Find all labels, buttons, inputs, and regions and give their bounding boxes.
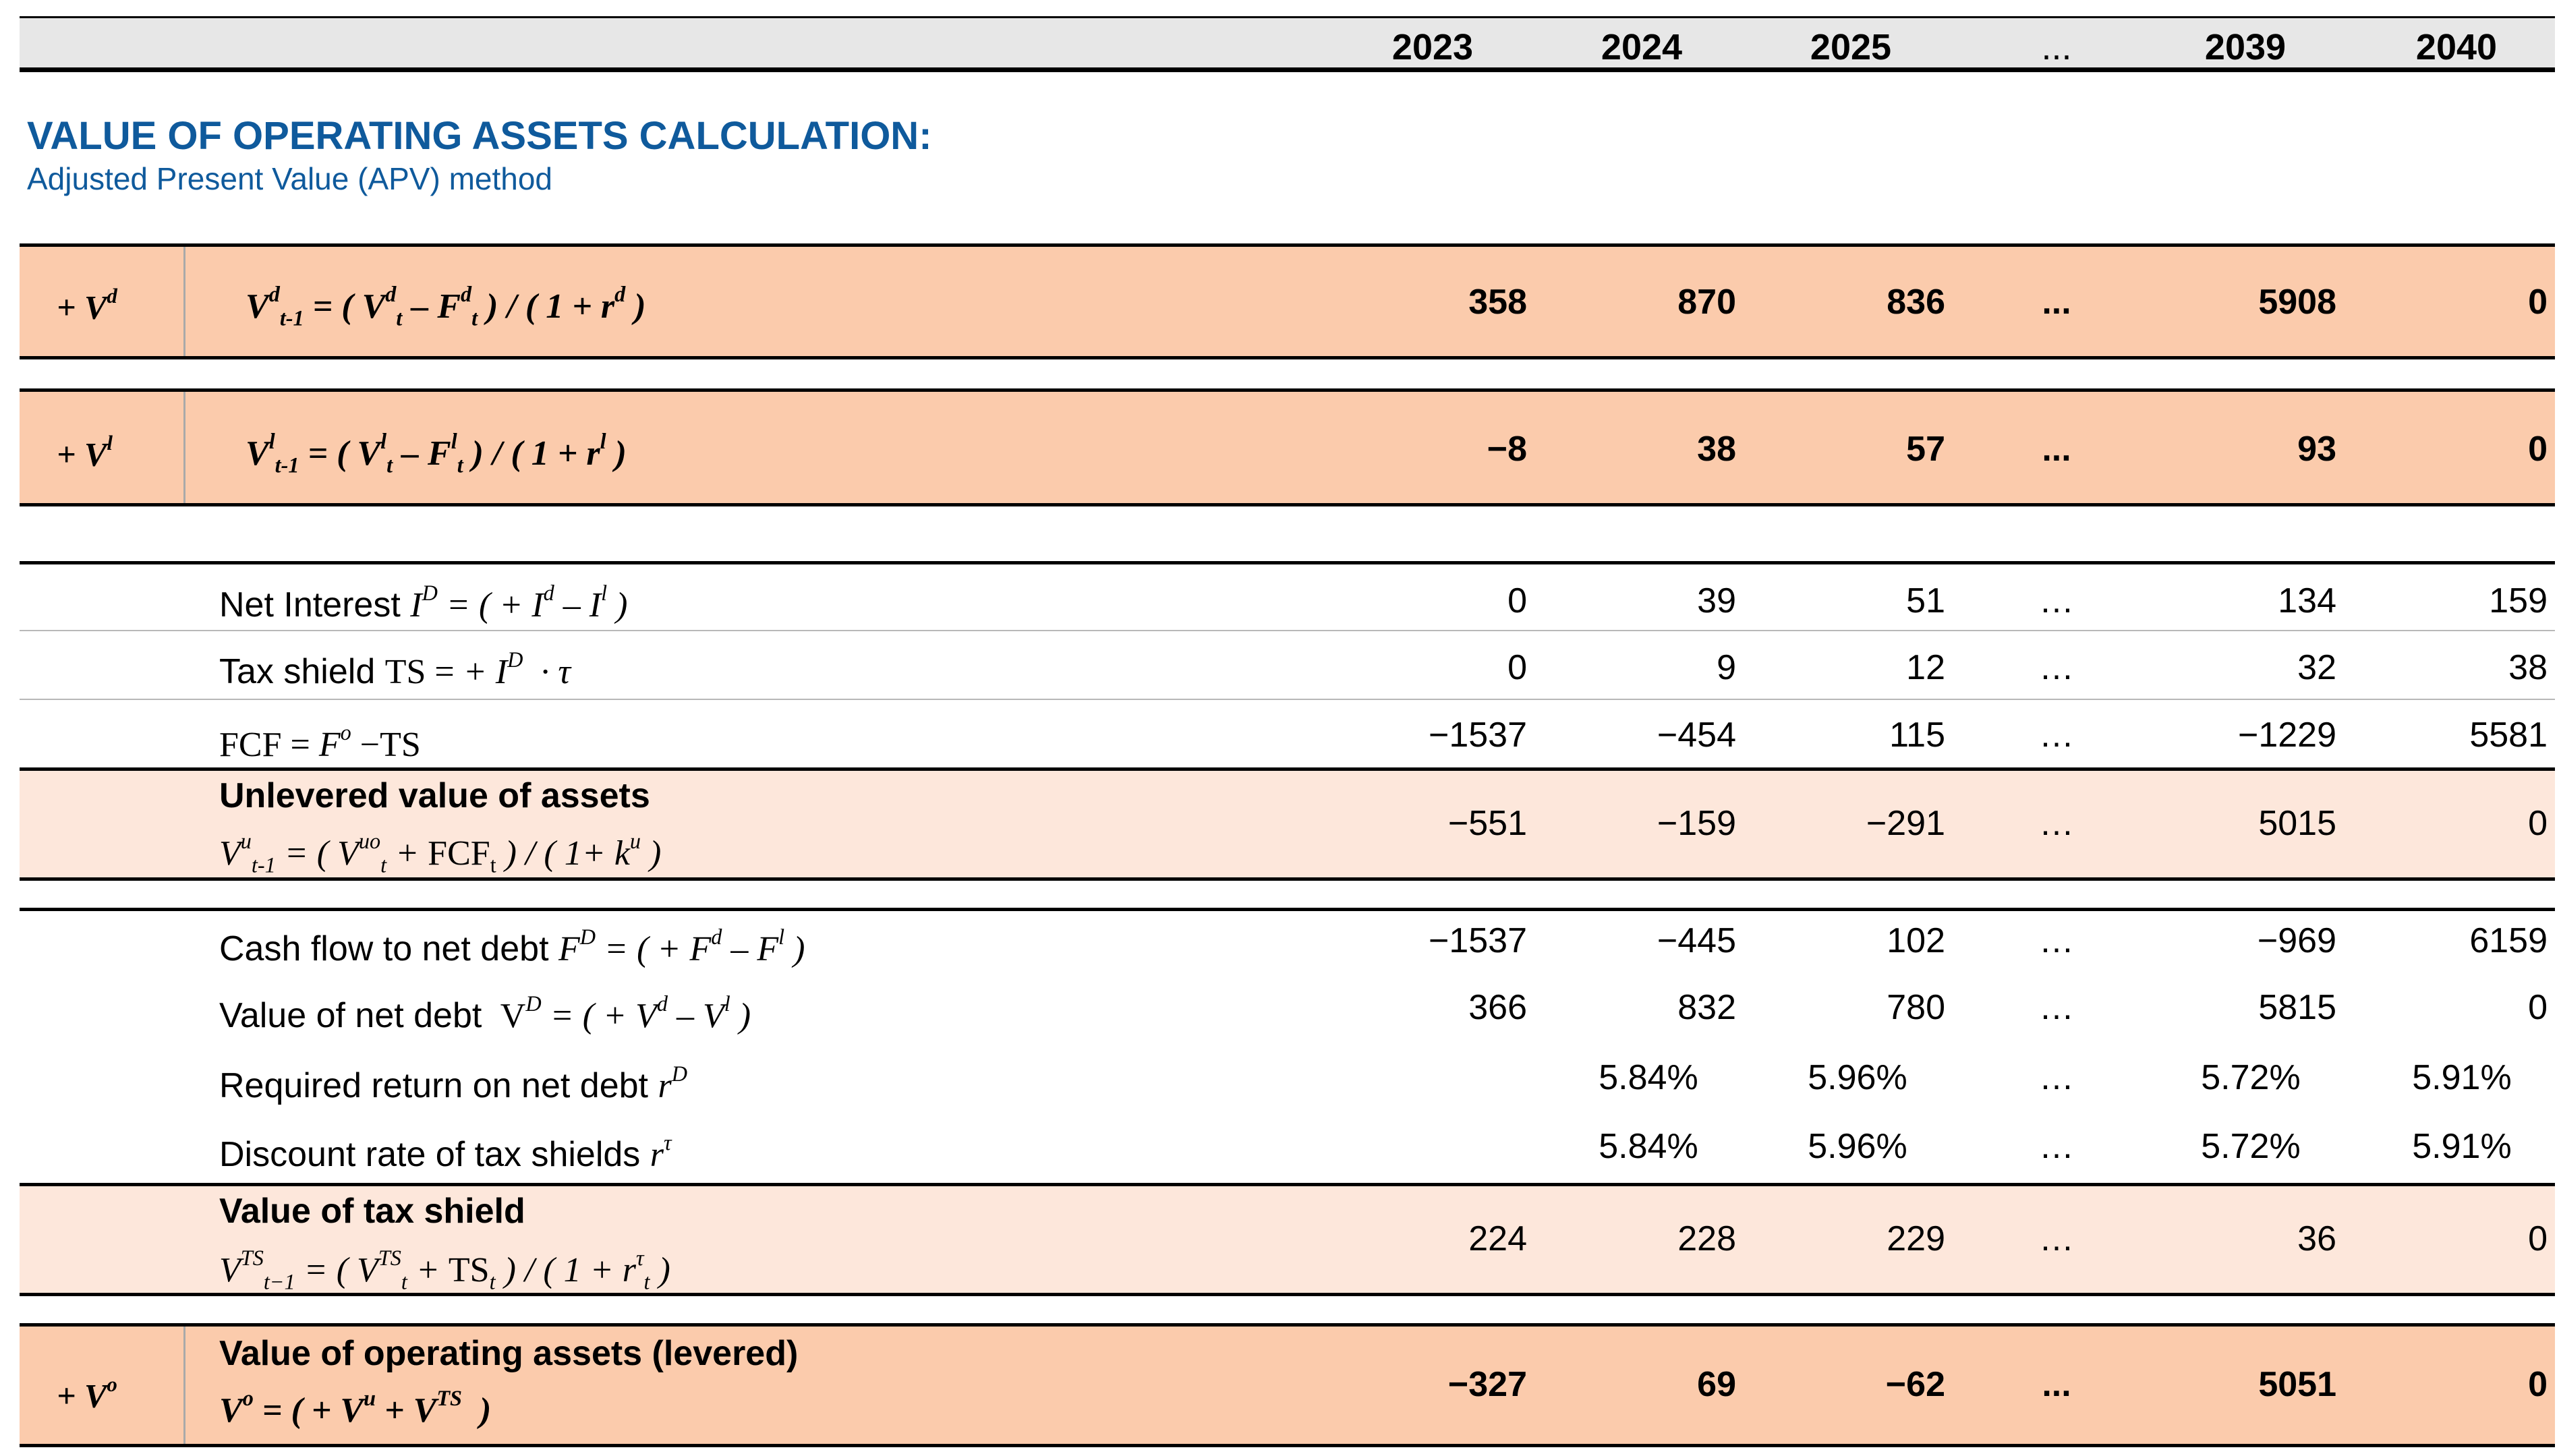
row-tax-shield [20, 631, 2555, 700]
value-net-debt-2023: 366 [1468, 988, 1527, 1027]
year-2040: 2040 [2415, 27, 2498, 67]
row-label-vl: + $V^l$ [57, 431, 113, 473]
row-fcf [20, 700, 2555, 770]
value-tax-shield-2040: 0 [2528, 1219, 2548, 1258]
unlevered-2039: 5015 [2258, 804, 2336, 843]
value-net-debt-ellipsis: … [2039, 988, 2074, 1027]
row-vl [20, 388, 2555, 506]
net-interest-2023: 0 [1507, 581, 1527, 620]
net-interest-2039: 134 [2278, 581, 2336, 620]
required-return-2024: 5.84% [1599, 1058, 1698, 1097]
required-return-2025: 5.96% [1808, 1058, 1907, 1097]
row-separator [183, 1327, 185, 1444]
row-cf-net-debt [20, 908, 2555, 978]
tax-shield-2040: 38 [2508, 648, 2548, 687]
formula-vl: $V^l_{t-1}$ = ( $V^l_t - F^l_t$ ) / ( $1 + r^l$ ) [246, 429, 627, 477]
vd-2039: 5908 [2258, 283, 2336, 322]
unlevered-2024: −159 [1657, 804, 1736, 843]
value-tax-shield-2039: 36 [2297, 1219, 2336, 1258]
net-interest-ellipsis: … [2039, 581, 2074, 620]
unlevered-2040: 0 [2528, 804, 2548, 843]
required-return-2039: 5.72% [2201, 1058, 2301, 1097]
vl-ellipsis: ... [2042, 430, 2071, 469]
vo-2039: 5051 [2258, 1365, 2336, 1404]
row-vd [20, 243, 2555, 359]
tax-shield-2024: 9 [1717, 648, 1736, 687]
discount-rate-2039: 5.72% [2201, 1127, 2301, 1166]
unlevered-formula: $V^u_{t-1}$ = ( $V^{uo}_t + FCF_t$ ) / ( $1+ k^u$ ) [219, 829, 662, 877]
discount-rate-ellipsis: … [2039, 1127, 2074, 1166]
fcf-2039: −1229 [2237, 716, 2336, 755]
tax-shield-2025: 12 [1906, 648, 1945, 687]
row-label-vo: + $V^o$ [57, 1372, 117, 1415]
value-tax-shield-2023: 224 [1468, 1219, 1527, 1258]
fcf-2040: 5581 [2469, 716, 2548, 755]
fcf-2023: −1537 [1428, 716, 1527, 755]
fcf-formula: FCF = $F^o -TS$ [219, 720, 421, 765]
discount-rate-2025: 5.96% [1808, 1127, 1907, 1166]
value-net-debt-2025: 780 [1887, 988, 1945, 1027]
vl-2025: 57 [1906, 430, 1945, 469]
value-net-debt-2039: 5815 [2258, 988, 2336, 1027]
required-return-label: Required return on net debt $r^D$ [219, 1061, 687, 1106]
year-2024: 2024 [1601, 27, 1683, 67]
vd-2025: 836 [1887, 283, 1945, 322]
vo-ellipsis: ... [2042, 1365, 2071, 1404]
net-interest-label: Net Interest $I^D$ = ( + $I^d - I^l$ ) [219, 581, 628, 625]
value-net-debt-label: Value of net debt $V^D$ = ( + $V^d - V^l$ ) [219, 991, 751, 1036]
unlevered-ellipsis: … [2039, 804, 2074, 843]
vo-formula: $V^o$ = ( + $V^u + V^{TS}$ ) [219, 1386, 492, 1430]
net-interest-2040: 159 [2489, 581, 2548, 620]
value-tax-shield-2025: 229 [1887, 1219, 1945, 1258]
year-ellipsis: ... [2041, 27, 2072, 67]
vl-2039: 93 [2297, 430, 2336, 469]
vo-title: Value of operating assets (levered) [219, 1334, 799, 1373]
unlevered-label: Unlevered value of assets [219, 776, 650, 815]
cf-net-debt-ellipsis: … [2039, 921, 2074, 960]
formula-vd: $V^d_{t-1}$ = ( $V^d_t - F^d_t$ ) / ( $1 + r^d$ ) [246, 282, 646, 330]
vl-2023: −8 [1487, 430, 1527, 469]
value-tax-shield-formula: $V^{TS}_{t-1}$ = ( $V^{TS}_t + TS_t$ ) / ( $1 + r^\tau_t$ ) [219, 1246, 670, 1294]
year-2025: 2025 [1810, 27, 1892, 67]
vd-2040: 0 [2528, 283, 2548, 322]
vl-2040: 0 [2528, 430, 2548, 469]
fcf-ellipsis: … [2039, 716, 2074, 755]
net-interest-2025: 51 [1906, 581, 1945, 620]
discount-rate-label: Discount rate of tax shields $r^\tau$ [219, 1130, 672, 1175]
value-tax-shield-label: Value of tax shield [219, 1192, 525, 1231]
value-tax-shield-ellipsis: … [2039, 1219, 2074, 1258]
fcf-2025: 115 [1889, 716, 1945, 755]
cf-net-debt-2040: 6159 [2469, 921, 2548, 960]
tax-shield-ellipsis: … [2039, 648, 2074, 687]
tax-shield-2039: 32 [2297, 648, 2336, 687]
year-2023: 2023 [1391, 27, 1474, 67]
cf-net-debt-2024: −445 [1657, 921, 1736, 960]
row-value-net-debt [20, 978, 2555, 1047]
row-discount-rate [20, 1115, 2555, 1184]
vo-2023: −327 [1447, 1365, 1527, 1404]
value-tax-shield-2024: 228 [1677, 1219, 1736, 1258]
vd-ellipsis: ... [2042, 283, 2071, 322]
vd-2023: 358 [1468, 283, 1527, 322]
required-return-2040: 5.91% [2412, 1058, 2512, 1097]
unlevered-2025: −291 [1866, 804, 1945, 843]
row-unlevered [20, 767, 2555, 881]
value-net-debt-2040: 0 [2528, 988, 2548, 1027]
vl-2024: 38 [1697, 430, 1736, 469]
fcf-2024: −454 [1657, 716, 1736, 755]
row-vo [20, 1323, 2555, 1447]
row-separator [183, 247, 185, 356]
discount-rate-2024: 5.84% [1599, 1127, 1698, 1166]
row-separator [183, 392, 185, 503]
discount-rate-2040: 5.91% [2412, 1127, 2512, 1166]
tax-shield-label: Tax shield TS = + $I^D \cdot \tau$ [219, 647, 571, 692]
net-interest-2024: 39 [1697, 581, 1736, 620]
section-title: VALUE OF OPERATING ASSETS CALCULATION: [27, 114, 932, 158]
cf-net-debt-2025: 102 [1887, 921, 1945, 960]
cf-net-debt-2039: −969 [2257, 921, 2336, 960]
vo-2024: 69 [1697, 1365, 1736, 1404]
row-required-return [20, 1047, 2555, 1115]
section-subtitle: Adjusted Present Value (APV) method [27, 161, 553, 196]
vo-2040: 0 [2528, 1365, 2548, 1404]
row-label-vd: + $V^d$ [57, 284, 117, 326]
tax-shield-2023: 0 [1507, 648, 1527, 687]
value-net-debt-2024: 832 [1677, 988, 1736, 1027]
cf-net-debt-2023: −1537 [1428, 921, 1527, 960]
unlevered-2023: −551 [1447, 804, 1527, 843]
row-value-tax-shield [20, 1183, 2555, 1296]
row-net-interest [20, 561, 2555, 631]
cf-net-debt-label: Cash flow to net debt $F^D$ = ( + $F^d - F^l$ ) [219, 925, 805, 969]
year-2039: 2039 [2204, 27, 2287, 67]
year-header [20, 16, 2555, 72]
required-return-ellipsis: … [2039, 1058, 2074, 1097]
vo-2025: −62 [1885, 1365, 1945, 1404]
vd-2024: 870 [1677, 283, 1736, 322]
